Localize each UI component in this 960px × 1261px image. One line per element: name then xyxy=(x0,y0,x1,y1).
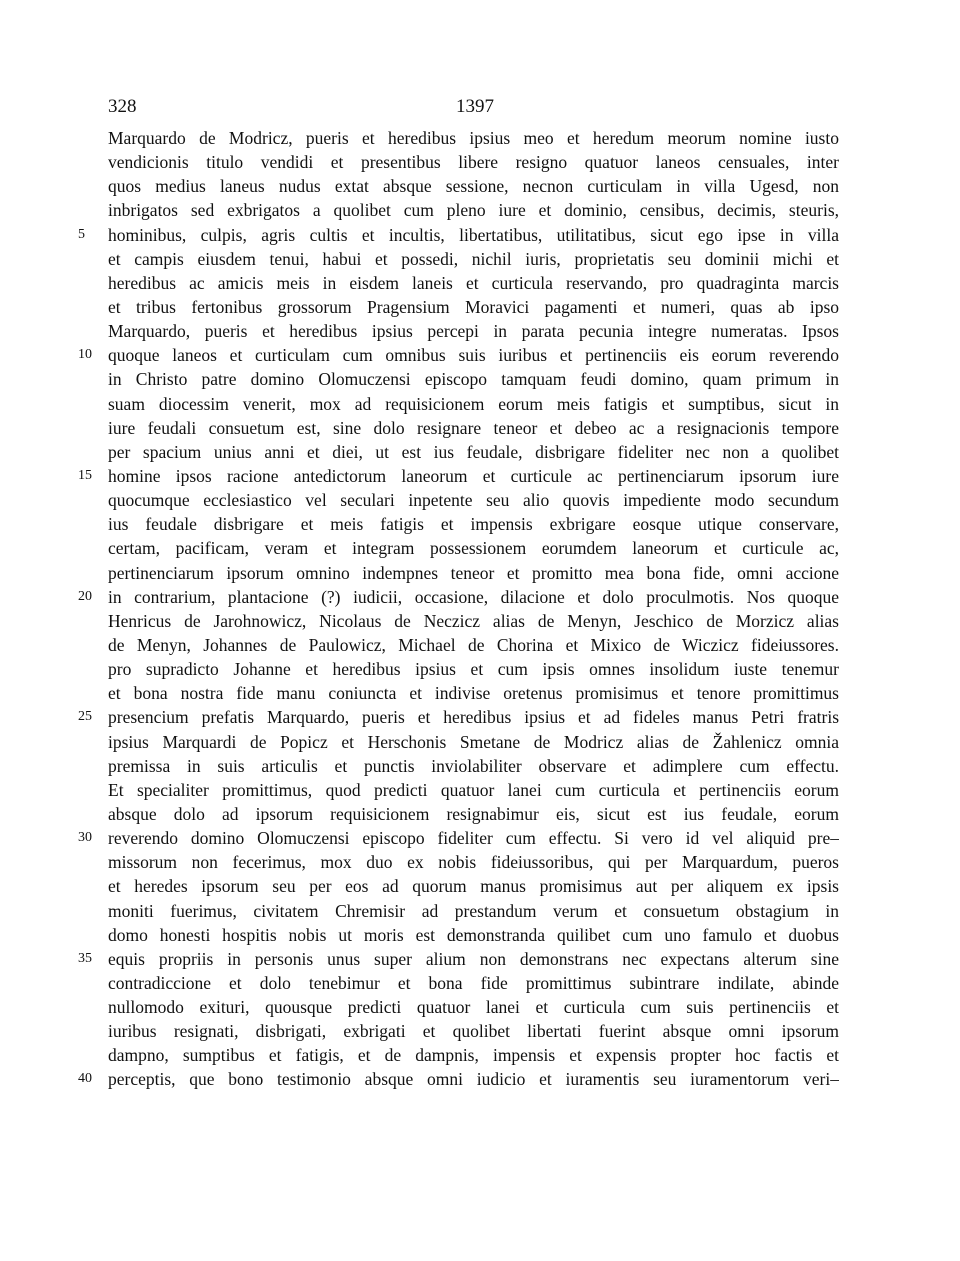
line-text: contradiccione et dolo tenebimur et bona fide promittimus subintrare indilate, abinde xyxy=(108,972,839,993)
line-text: et heredes ipsorum seu per eos ad quorum manus promisimus aut per aliquem ex ipsis xyxy=(108,876,839,897)
text-line xyxy=(108,126,839,150)
line-text: iuribus resignati, disbrigati, exbrigati et quolibet libertati fuerint absque omni ipsorum xyxy=(108,1021,839,1042)
line-text: quos medius laneus nudus extat absque sessione, necnon curticulam in villa Ugesd, non xyxy=(108,176,839,197)
text-line xyxy=(108,681,839,705)
line-text: per spacium unius anni et diei, ut est ius feudale, disbrigare fideliter nec non a quolibet xyxy=(108,441,839,462)
text-line xyxy=(78,705,839,729)
line-text: Marquardo, pueris et heredibus ipsius percepi in parata pecunia integre numeratas. Ipsos xyxy=(108,321,839,342)
line-text: certam, pacificam, veram et integram possessionem eorumdem laneorum et curticule ac, xyxy=(108,538,839,559)
line-text: et campis eiusdem tenui, habui et possedi, nichil iuris, proprietatis seu dominii michi et xyxy=(108,248,839,269)
line-number: 30 xyxy=(78,830,92,846)
text-line xyxy=(108,561,839,585)
text-line xyxy=(108,1043,839,1067)
page-number: 328 xyxy=(108,96,137,117)
charter-text-block xyxy=(78,126,839,1092)
text-line xyxy=(108,730,839,754)
line-number: 35 xyxy=(78,950,92,966)
line-text: quocumque ecclesiastico vel seculari inpetente seu alio quovis impediente modo secundum xyxy=(108,490,839,511)
line-text: et tribus fertonibus grossorum Pragensium Moravici pagamenti et numeri, quas ab ipso xyxy=(108,296,839,317)
line-number: 10 xyxy=(78,347,92,363)
line-number: 5 xyxy=(78,226,85,242)
text-line xyxy=(108,850,839,874)
text-line xyxy=(108,271,839,295)
line-text: ius feudale disbrigare et meis fatigis et impensis exbrigare eosque utique conservare, xyxy=(108,514,839,535)
line-text: missorum non fecerimus, mox duo ex nobis fideiussoribus, qui per Marquardum, pueros xyxy=(108,852,839,873)
text-line xyxy=(108,1019,839,1043)
line-number: 25 xyxy=(78,709,92,725)
line-text: vendicionis titulo vendidi et presentibus libere resigno quatuor laneos censuales, inter xyxy=(108,152,839,173)
line-text: equis propriis in personis unus super alium non demonstrans nec expectans alterum sine xyxy=(108,948,839,969)
line-text: pertinenciarum ipsorum omnino indempnes teneor et promitto mea bona fide, omni accione xyxy=(108,562,839,583)
line-number: 20 xyxy=(78,588,92,604)
line-text: in contrarium, plantacione (?) iudicii, occasione, dilacione et dolo proculmotis. Nos quoque xyxy=(108,586,839,607)
line-number: 40 xyxy=(78,1071,92,1087)
line-text: quoque laneos et curticulam cum omnibus suis iuribus et pertinenciis eis eorum reverendo xyxy=(108,345,839,366)
text-line xyxy=(108,440,839,464)
line-text: nullomodo exituri, quousque predicti quatuor lanei et curticula cum suis pertinenciis et xyxy=(108,997,839,1018)
text-line xyxy=(108,633,839,657)
text-line xyxy=(108,416,839,440)
line-text: in Christo patre domino Olomuczensi episcopo tamquam feudi domino, quam primum in xyxy=(108,369,839,390)
line-text: de Menyn, Johannes de Paulowicz, Michael de Chorina et Mixico de Wiczicz fideiussores. xyxy=(108,634,839,655)
line-text: ipsius Marquardi de Popicz et Herschonis Smetane de Modricz alias de Žahlenicz omnia xyxy=(108,731,839,752)
line-number: 15 xyxy=(78,467,92,483)
text-line xyxy=(108,657,839,681)
text-line xyxy=(108,150,839,174)
text-line xyxy=(108,392,839,416)
line-text: et bona nostra fide manu coniuncta et indivise oretenus promisimus et tenore promittimus xyxy=(108,683,839,704)
line-text: moniti fuerimus, civitatem Chremisir ad prestandum verum et consuetum obstagium in xyxy=(108,900,839,921)
text-line xyxy=(108,488,839,512)
text-line xyxy=(108,971,839,995)
text-line xyxy=(108,802,839,826)
text-line xyxy=(78,464,839,488)
text-line xyxy=(108,899,839,923)
text-line xyxy=(108,778,839,802)
line-text: pro supradicto Johanne et heredibus ipsius et cum ipsis omnes insolidum iuste tenemur xyxy=(108,659,839,680)
text-line xyxy=(78,223,839,247)
line-text: dampno, sumptibus et fatigis, et de dampnis, impensis et expensis propter hoc factis et xyxy=(108,1045,839,1066)
text-line xyxy=(108,923,839,947)
text-line xyxy=(108,198,839,222)
line-text: Et specialiter promittimus, quod predicti quatuor lanei cum curticula et pertinenciis eorum xyxy=(108,779,839,800)
text-line xyxy=(108,174,839,198)
text-line xyxy=(108,995,839,1019)
text-line xyxy=(108,874,839,898)
text-line xyxy=(108,247,839,271)
text-line xyxy=(108,609,839,633)
line-text: Henricus de Jarohnowicz, Nicolaus de Neczicz alias de Menyn, Jeschico de Morzicz alias xyxy=(108,610,839,631)
text-line xyxy=(108,319,839,343)
text-line xyxy=(78,585,839,609)
line-text: inbrigatos sed exbrigatos a quolibet cum pleno iure et dominio, censibus, decimis, steuris, xyxy=(108,200,839,221)
line-text: homine ipsos racione antedictorum laneorum et curticule ac pertinenciarum ipsorum iure xyxy=(108,465,839,486)
text-line xyxy=(78,826,839,850)
text-line xyxy=(78,343,839,367)
line-text: absque dolo ad ipsorum requisicionem resignabimur eis, sicut est ius feudale, eorum xyxy=(108,803,839,824)
text-line xyxy=(108,536,839,560)
line-text: Marquardo de Modricz, pueris et heredibus ipsius meo et heredum meorum nomine iusto xyxy=(108,128,839,148)
line-text: perceptis, que bono testimonio absque omni iudicio et iuramentis seu iuramentorum veri– xyxy=(108,1069,839,1090)
line-text: domo honesti hospitis nobis ut moris est demonstranda quilibet cum uno famulo et duobus xyxy=(108,924,839,945)
line-text: suam diocessim venerit, mox ad requisicionem eorum meis fatigis et sumptibus, sicut in xyxy=(108,393,839,414)
text-line xyxy=(78,1067,839,1091)
line-text: premissa in suis articulis et punctis inviolabiliter observare et adimplere cum effectu. xyxy=(108,755,839,776)
line-text: heredibus ac amicis meis in eisdem laneis et curticula reservando, pro quadraginta marcis xyxy=(108,272,839,293)
line-text: iure feudali consuetum est, sine dolo resignare teneor et debeo ac a resignacionis tempore xyxy=(108,417,839,438)
line-text: presencium prefatis Marquardo, pueris et heredibus ipsius et ad fideles manus Petri fratris xyxy=(108,707,839,728)
text-line xyxy=(78,947,839,971)
text-line xyxy=(108,367,839,391)
line-text: reverendo domino Olomuczensi episcopo fideliter cum effectu. Si vero id vel aliquid pre– xyxy=(108,828,839,849)
text-line xyxy=(108,512,839,536)
text-line xyxy=(108,295,839,319)
text-line xyxy=(108,754,839,778)
line-text: hominibus, culpis, agris cultis et incultis, libertatibus, utilitatibus, sicut ego ipse in villa xyxy=(108,224,839,245)
page-year-heading: 1397 xyxy=(456,96,494,117)
